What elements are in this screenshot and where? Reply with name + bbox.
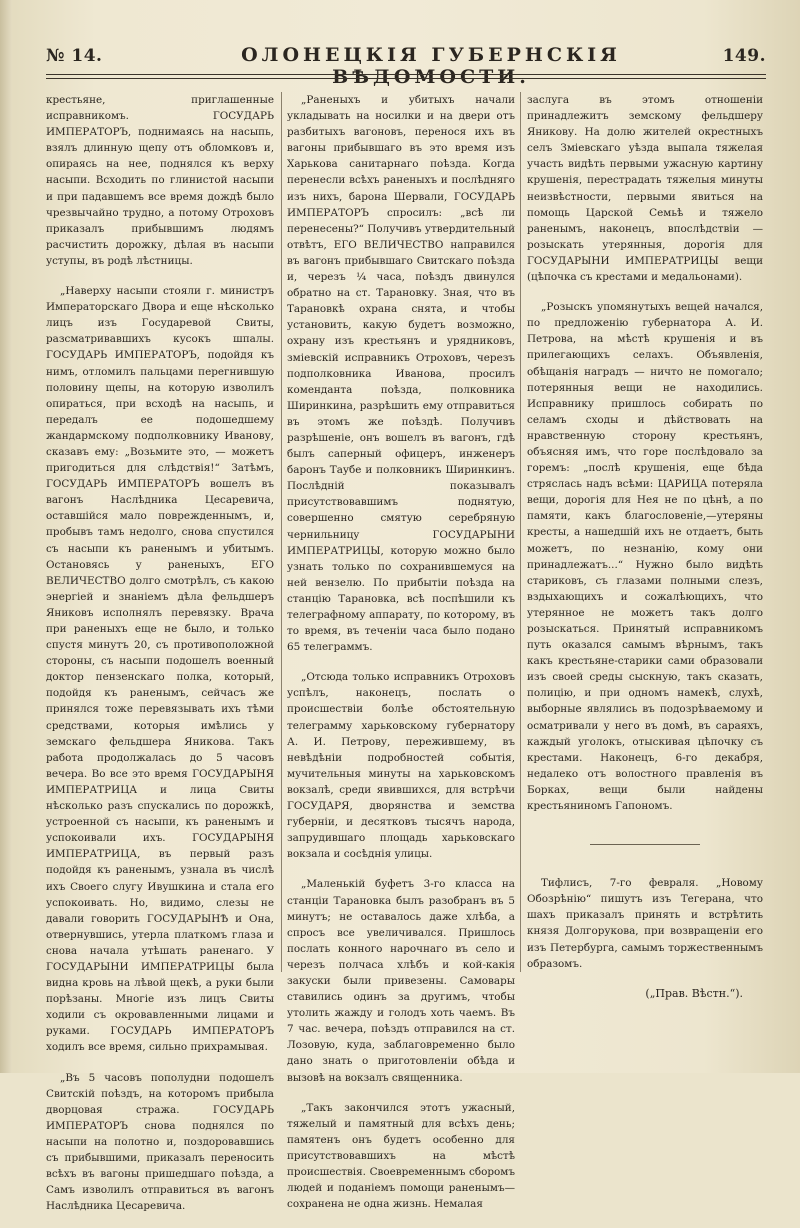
source-citation: („Прав. Вѣстн.“).: [645, 986, 743, 1000]
header-rule-thin: [46, 78, 766, 79]
paragraph: крестьяне, приглашенные исправникомъ. ГОСУДАРЬ ИМПЕРАТОРЪ, поднимаясь на насыпь, взялъ длинную щепу отъ обломковъ и, опираясь на нее, поднялся къ верху насыпи. Всходить по глинистой насыпи и при падавшемъ все время дождѣ было чрезвычайно трудно, а потому Отроховъ приказалъ прибывшимъ людямъ расчистить дорожку, дѣлая въ насыпи уступы, въ родѣ лѣстницы.: [46, 94, 274, 267]
paragraph: „Маленькій буфетъ 3-го класса на станціи Тарановка былъ разобранъ въ 5 минутъ; не оставалось даже хлѣба, а спросъ все увеличивался. Пришлось послать конного нарочнаго въ село и черезъ полчаса хлѣбъ и кой-какія закуски были привезены. Самовары ставились одинъ за другимъ, чтобы утолить жажду и голодъ хоть чаемъ. Въ 7 час. вечера, поѣздъ отправился на ст. Лозовую, куда, заблаговременно было дано знать о приготовленіи обѣда и вызовѣ на вокзалъ священника.: [287, 878, 515, 1084]
paragraph: „Такъ закончился этотъ ужасный, тяжелый и памятный для всѣхъ день; памятенъ онъ будетъ особенно для присутствовавшихъ на мѣстѣ происшествія. Своевременнымъ сборомъ людей и поданіемъ помощи раненымъ—сохранена не одна жизнь. Немалая: [287, 1101, 515, 1211]
paragraph: „Раненыхъ и убитыхъ начали укладывать на носилки и на двери отъ разбитыхъ вагоновъ, перенося ихъ въ вагоны прибывшаго въ это время изъ Харькова санитарнаго поѣзда. Когда перенесли всѣхъ раненыхъ и послѣдняго изъ нихъ, барона Шервали, ГОСУДАРЬ ИМПЕРАТОРЪ спросилъ: „всѣ ли перенесены?“ Получивъ утвердительный отвѣтъ, ЕГО ВЕЛИЧЕСТВО направился въ вагонъ прибывшаго Свитскаго поѣзда и, черезъ ¼ часа, поѣздъ двинулся обратно на ст. Тарановку. Зная, что въ Тарановкѣ охрана снята, и чтобы установить, какую будетъ возможно, охрану изъ крестьянъ и урядниковъ, зміевскій исправникъ Отроховъ, черезъ подполковника Иванова, просилъ коменданта поѣзда, полковника Ширинкина, разрѣшить ему отправиться въ этомъ же поѣздѣ. Получивъ разрѣшеніе, онъ вошелъ въ вагонъ, гдѣ былъ саперный офицеръ, инженеръ баронъ Таубе и полковникъ Ширинкинъ. Послѣдній показывалъ присутствовавшимъ поднятую, совершенно смятую серебряную чернильницу ГОСУДАРЫНИ ИМПЕРАТРИЦЫ, которую можно было узнать только по сохранившемуся на ней вензелю. По прибытіи поѣзда на станцію Тарановка, всѣ поспѣшили къ телеграфному аппарату, по которому, въ то время, въ теченіи часа было подано 65 телеграммъ.: [287, 94, 516, 654]
column-2: [287, 92, 515, 1226]
page-header: [46, 44, 766, 88]
paragraph: заслуга въ этомъ отношеніи принадлежитъ земскому фельдшеру Яникову. На долю жителей окрестныхъ селъ Зміевскаго уѣзда выпала тяжелая участь видѣть первыми ужасную картину крушенія, перестрадать тяжелыя минуты неизвѣстности, первыми явиться на помощь Царской Семьѣ и тяжело раненымъ, наконецъ, впослѣдствіи — розыскать утерянныя, дорогія для ГОСУДАРЫНИ ИМПЕРАТРИЦЫ вещи (цѣпочка съ крестами и медальонами).: [527, 94, 763, 284]
page-edge: [0, 0, 12, 1073]
header-rule: [46, 74, 766, 75]
section-divider: [590, 844, 700, 845]
column-divider: [520, 92, 521, 972]
column-3: [527, 92, 763, 1002]
column-divider: [281, 92, 282, 972]
page-number: 149.: [722, 46, 766, 66]
newspaper-title: ОЛОНЕЦКІЯ ГУБЕРНСКІЯ ВѢДОМОСТИ.: [241, 44, 621, 88]
news-item-tiflis: Тифлисъ, 7-го февраля. „Новому Обозрѣнію“ пишутъ изъ Тегерана, что шахъ приказалъ принять и встрѣтить князя Долгорукова, при возвращеніи его изъ Петербурга, самымъ торжественнымъ образомъ.: [527, 877, 763, 970]
paragraph: „Розыскъ упомянутыхъ вещей начался, по предложенію губернатора А. И. Петрова, на мѣстѣ крушенія и въ прилегающихъ селахъ. Объявленія, обѣщанія наградъ — ничто не помогало; потерянныя вещи не находились. Исправнику пришлось собирать по селамъ сходы и дѣйствовать на нравственную сторону крестьянъ, объясняя имъ, что горе послѣдовало за горемъ: „послѣ крушенія, еще бѣда стряслась надъ всѣми: ЦАРИЦА потеряла вещи, дорогія для Нея не по цѣнѣ, а по памяти, какъ благословеніе,—утеряны кресты, а нашедшій ихъ не отдаетъ, быть можетъ, по незнанію, кому они принадлежатъ...“ Нужно было видѣть стариковъ, съ глазами полными слезъ, вздыхающихъ и сожалѣющихъ, что утерянное не можетъ такъ долго розыскаться. Принятый исправникомъ путь оказался самымъ вѣрнымъ, такъ какъ крестьяне-старики сами образовали изъ своей среды сыскную, такъ сказать, полицію, и при одномъ намекѣ, слухѣ, выборные являлись въ подозрѣваемому и осматривали у него въ домѣ, въ сараяхъ, каждый уголокъ, отыскивая цѣпочку съ крестами. Наконецъ, 6-го декабря, недалеко отъ волостного правленія въ Борках, вещи были найдены крестьяниномъ Гапономъ.: [527, 301, 763, 813]
paragraph: „Въ 5 часовъ пополудни подошелъ Свитскій поѣздъ, на которомъ прибыла дворцовая стража. ГОСУДАРЬ ИМПЕРАТОРЪ снова поднялся по насыпи на полотно и, поздоровавшись съ прибывшими, приказалъ переносить всѣхъ въ вагоны пришедшаго поѣзда, а Самъ изволилъ отправиться въ вагонъ Наслѣдника Цесаревича.: [46, 1071, 274, 1213]
paragraph: „Наверху насыпи стояли г. министръ Императорскаго Двора и еще нѣсколько лицъ изъ Государевой Свиты, разсматривавшихъ кусокъ шпалы. ГОСУДАРЬ ИМПЕРАТОРЪ, подойдя къ нимъ, отломилъ пальцами перегнившую половину щепы, на которую изволилъ опираться, при всходѣ на насыпь, и передалъ ее подошедшему жандармскому подполковнику Иванову, сказавъ ему: „Возьмите это, — можетъ пригодиться для слѣдствія!“ Затѣмъ, ГОСУДАРЬ ИМПЕРАТОРЪ вошелъ въ вагонъ Наслѣдника Цесаревича, оставшійся мало поврежденнымъ, и, пробывъ тамъ недолго, снова спустился съ насыпи къ раненымъ и убитымъ. Остановясь у раненыхъ, ЕГО ВЕЛИЧЕСТВО долго смотрѣлъ, съ какою энергіей и знаніемъ дѣла фельдшеръ Яниковъ исполнялъ перевязку. Врача при раненыхъ еще не было, и только спустя минутъ 20, съ противоположной стороны, съ насыпи подошелъ военный доктор пензенскаго полка, который, подойдя къ раненымъ, сейчасъ же принялся тоже перевязывать ихъ тѣми средствами, которыя имѣлись у земскаго фельдшера Яникова. Такъ работа продолжалась до 5 часовъ вечера. Во все это время ГОСУДАРЫНЯ ИМПЕРАТРИЦА и лица Свиты нѣсколько разъ спускались по дорожкѣ, устроенной съ насыпи, къ раненымъ и успокоивали ихъ. ГОСУДАРЫНЯ ИМПЕРАТРИЦА, въ первый разъ подойдя къ раненымъ, узнала въ числѣ ихъ Своего слугу Ивушкина и стала его успокоивать. Но, видимо, слезы не давали говорить ГОСУДАРЫНѢ и Она, отвернувшись, утерла платкомъ глаза и снова начала утѣшать раненаго. У ГОСУДАРЫНИ ИМПЕРАТРИЦЫ была видна кровь на лѣвой щекѣ, а руки были порѣзаны. Многіе изъ лицъ Свиты ходили съ окровавленными лицами и руками. ГОСУДАРЬ ИМПЕРАТОРЪ ходилъ все время, сильно прихрамывая.: [46, 285, 274, 1054]
paragraph: „Отсюда только исправникъ Отроховъ успѣлъ, наконецъ, послать о происшествіи болѣе обстоятельную телеграмму харьковскому губернатору А. И. Петрову, пережившему, въ невѣдѣніи подробностей событія, мучительныя минуты на харьковскомъ вокзалѣ, среди явившихся, для встрѣчи ГОСУДАРЯ, дворянства и земства губерніи, и десятковъ тысячъ народа, запрудившаго площадь харьковскаго вокзала и сосѣднія улицы.: [287, 671, 515, 861]
issue-number: № 14.: [46, 46, 103, 66]
column-1: [46, 92, 274, 1228]
